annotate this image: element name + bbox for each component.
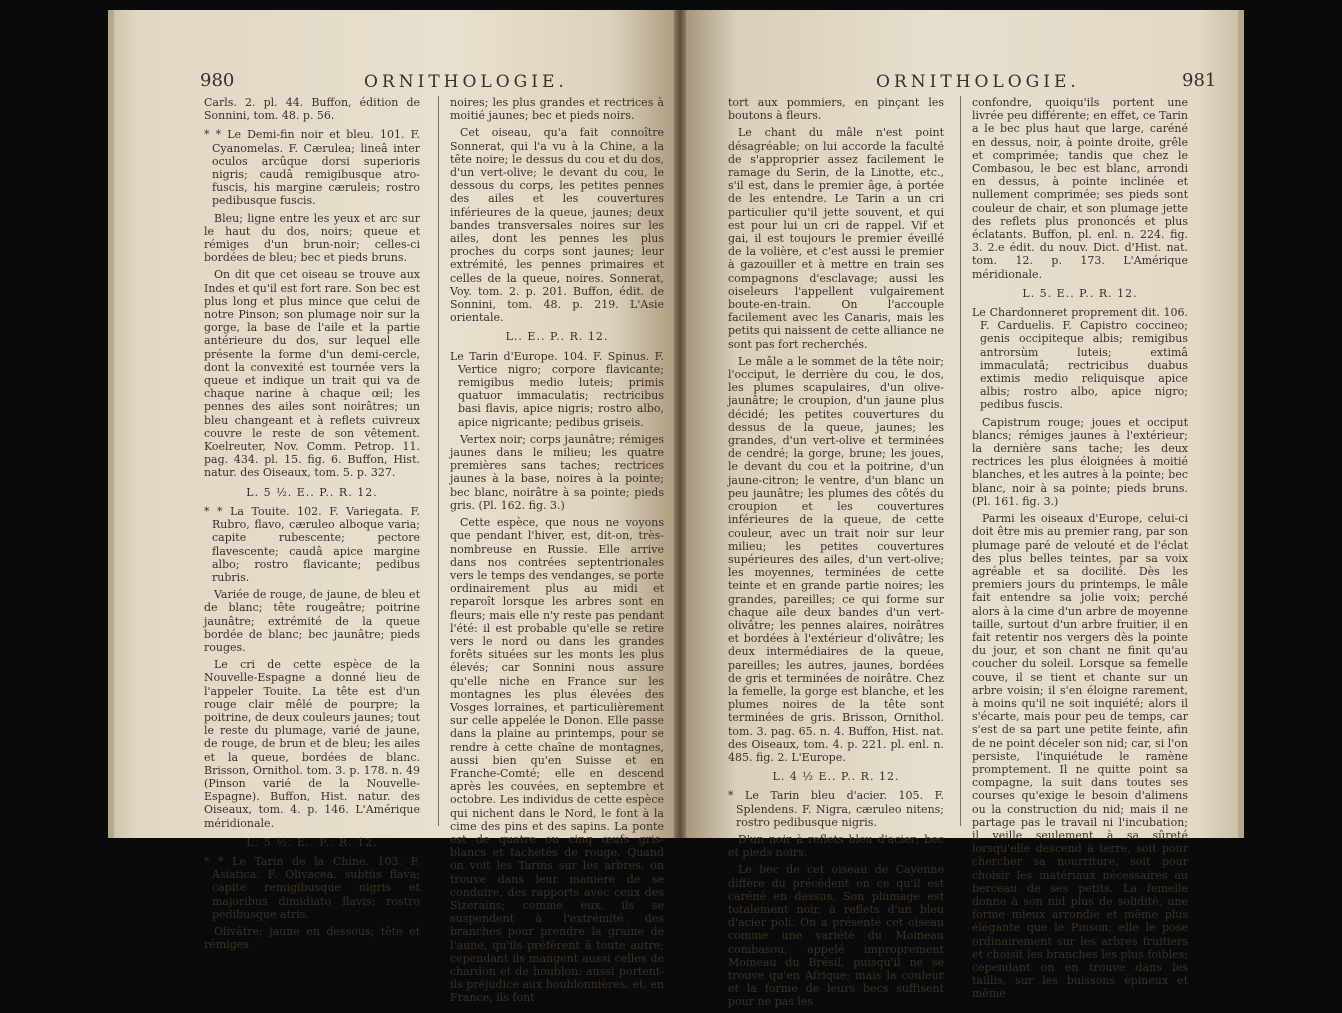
measurement-line: L. 4 ½ E.. P.. R. 12. (772, 770, 900, 784)
right-page (680, 10, 1244, 1009)
paragraph: Carls. 2. pl. 44. Buffon, édition de Sonnini, tom. 48. p. 56. (204, 96, 420, 123)
left-column-2 (450, 96, 664, 1009)
paragraph: Le bec de cet oiseau de Cayenne diffère du précédent en ce qu'il est caréné en dessus. Son plumage est totalement noir, à reflets d'un bleu d'acier poli. On a présenté cet oiseau comme une variété du Moineau combasou, appelé improprement Moineau du Brésil, puisqu'il ne se trouve qu'en Afrique; mais la couleur et la forme de leurs becs suffisent pour ne pas les (728, 863, 944, 1009)
species-heading: * * Le Tarin de la Chine. 103. F. Asiatica. F. Olivacea, subtùs flava; capite remigibusque nigris et majoribus dimidiato flavis; rostro pedibusque atris. (204, 854, 420, 921)
paragraph: tort aux pommiers, en pinçant les boutons à fleurs. (728, 96, 944, 123)
species-heading: * Le Tarin bleu d'acier. 105. F. Splendens. F. Nigra, cæruleo nitens; rostro pedibusque nigris. (728, 789, 944, 829)
right-column-1 (728, 96, 944, 1013)
species-heading: Le Tarin d'Europe. 104. F. Spinus. F. Vertice nigro; corpore flavicante; remigibus medio luteis; primis quatuor immaculatis; rectricibus basi flavis, apice nigris; rostro albo, apice nigricante; pedibus griseis. (450, 349, 664, 429)
paragraph: Le chant du mâle n'est point désagréable; on lui accorde la faculté de s'approprier assez facilement le ramage du Serin, de la Linotte, etc., s'il est, dans le premier âge, à portée de les entendre. Le Tarin a un cri particulier qu'il jette souvent, et qui est pour lui un cri de rappel. Vif et gai, il est toujours le premier éveillé de la volière, et c'est aussi le premier à gazouiller et à mettre en train ses compagnons d'esclavage; aussi les oiseleurs l'appellent vulgairement boute-en-train. On l'accouple facilement avec les Canaris, mais les petits qui naissent de cette alliance ne sont pas fort recherchés. (728, 126, 944, 351)
paragraph: Cet oiseau, qu'a fait connoître Sonnerat, qui l'a vu à la Chine, a la tête noire; le dessus du cou et du dos, d'un vert-olive; le devant du cou, le dessous du corps, les petites pennes des ailes et les couvertures inférieures de la queue, jaunes; deux bandes transversales noires sur les ailes, dont les pennes les plus proches du corps sont jaunes; leur extrémité, les pennes primaires et celles de la queue, noires. Sonnerat, Voy. tom. 2. p. 201. Buffon, édit. de Sonnini, tom. 48. p. 219. L'Asie orientale. (450, 126, 664, 325)
open-book (108, 10, 1244, 1009)
running-head: ORNITHOLOGIE. (364, 72, 568, 92)
right-column-2 (972, 96, 1188, 1005)
paragraph: confondre, quoiqu'ils portent une livrée peu différente; en effet, ce Tarin a le bec plus haut que large, caréné en dessus, noir, à pointe droite, grêle et comprimée; tandis que chez le Combasou, le bec est blanc, arrondi en dessus, à pointe inclinée et nullement comprimée; ses pieds sont couleur de chair, et son plumage jette des reflets plus prononcés et plus éclatants. Buffon, pl. enl. n. 224. fig. 3. 2.e édit. du nouv. Dict. d'Hist. nat. tom. 12. p. 173. L'Amérique méridionale. (972, 96, 1188, 281)
page-number: 981 (1182, 70, 1217, 91)
paragraph: Parmi les oiseaux d'Europe, celui-ci doit être mis au premier rang, par son plumage paré de velouté et de l'éclat des plus belles teintes, par sa voix agréable et sa docilité. Dès les premiers jours du printemps, le mâle fait entendre sa jolie voix; perché alors à la cime d'un arbre de moyenne taille, surtout d'un arbre fruitier, il en fait retentir nos vergers dès la pointe du jour, et son chant ne finit qu'au coucher du soleil. Lorsque sa femelle couve, il se tient et chante sur un arbre voisin; il s'en éloigne rarement, à moins qu'il ne soit inquiété; alors il s'écarte, mais pour peu de temps, car s'est de sa part une petite feinte, afin de ne point déceler son nid; car, si l'on persiste, l'inquiétude le ramène promptement. Il ne quitte point sa compagne, la suit dans toutes ses courses qu'exige le besoin d'alimens ou la construction du nid; mais il ne partage pas le travail ni l'incubation; il veille seulement à sa sûreté lorsqu'elle descend à terre, soit pour chercher sa nourriture, soit pour choisir les matériaux nécessaires au berceau de ses petits. La femelle donne à son nid plus de solidité, une forme mieux arrondie et même plus élégante que le Pinson; elle le pose ordinairement sur les arbres fruitiers et choisit les branches les plus foibles; cependant on en trouve dans les taillis, sur les buissons épineux et même (972, 512, 1188, 1001)
paragraph: Bleu; ligne entre les yeux et arc sur le haut du dos, noirs; queue et rémiges d'un brun-noir; celles-ci bordées de bleu; bec et pieds bruns. (204, 211, 420, 265)
paragraph: Le mâle a le sommet de la tête noir; l'occiput, le derrière du cou, le dos, les plumes scapulaires, d'un olive-jaunâtre; le croupion, d'un jaune plus décidé; les petites couvertures du dessus de la queue, jaunes; les grandes, d'un vert-olive et terminées de cendré; la gorge, brune; les joues, le devant du cou et la poitrine, d'un jaune-citron; le ventre, d'un blanc un peu jaunâtre; les plumes des côtés du croupion et les couvertures inférieures de la queue, de cette couleur, avec un trait noir sur leur milieu; les petites couvertures supérieures des ailes, d'un vert-olive; les moyennes, terminées de cette teinte et en grande partie noires; les grandes, pareilles; ce qui forme sur chaque aile deux bandes d'un vert-olivâtre; les pennes alaires, noirâtres et bordées à l'extérieur d'olivâtre; les deux intermédiaires de la queue, pareilles; les autres, jaunes, bordées de gris et terminées de noirâtre. Chez la femelle, la gorge est blanche, et les plumes noires de la tête sont terminées de gris. Brisson, Ornithol. tom. 3. pag. 65. n. 4. Buffon, Hist. nat. des Oiseaux, tom. 4. p. 221. pl. enl. n. 485. fig. 2. L'Europe. (728, 354, 944, 764)
column-rule (960, 96, 961, 826)
paragraph: Cette espèce, que nous ne voyons que pendant l'hiver, est, dit-on, très-nombreuse en Russie. Elle arrive dans nos contrées septentrionales vers le temps des vendanges, se porte ordinairement plus au midi et reparoît lorsque les arbres sont en fleurs; mais elle n'y reste pas pendant l'été: il est probable qu'elle se retire vers le nord ou dans les grandes forêts situées sur les monts les plus élevés; car Sonnini nous assure qu'elle niche en France sur les montagnes les plus élevées des Vosges lorraines, et particulièrement sur celle appelée le Donon. Elle passe dans la plaine au printemps, pour se rendre à cette chaîne de montagnes, aussi bien qu'en Suisse et en Franche-Comté; elle en descend après les couvées, en septembre et octobre. Les individus de cette espèce qui nichent dans le Nord, le font à la cime des pins et des sapins. La ponte est de quatre ou cinq œufs gris-blancs et tachetés de rouge. Quand on voit les Tarins sur les arbres, on trouve dans leur manière de se conduire, des rapports avec ceux des Sizerains; comme eux, ils se suspendent à l'extrémité des branches pour prendre la graine de l'aune, qu'ils préfèrent à toute autre; cependant ils mangent aussi celles de chardon et de houblon: aussi portent-ils préjudice aux houblonnières, et, en France, ils font (450, 516, 664, 1005)
page-edge (108, 10, 114, 838)
paragraph: Capistrum rouge; joues et occiput blancs; rémiges jaunes à l'extérieur; la dernière sans tache; les deux rectrices les plus éloignées à moitié blanches, et les autres à la pointe; bec blanc, noir à sa pointe; pieds bruns. (Pl. 161. fig. 3.) (972, 415, 1188, 508)
species-heading: * * La Touite. 102. F. Variegata. F. Rubro, flavo, cæruleo alboque varia; capite rubescente; pectore flavescente; caudâ apice margine albo; rostro flavicante; pedibus rubris. (204, 504, 420, 584)
paragraph: Olivâtre; jaune en dessous; tête et rémiges (204, 924, 420, 952)
paragraph: noires; les plus grandes et rectrices à moitié jaunes; bec et pieds noirs. (450, 96, 664, 123)
column-rule (438, 96, 439, 826)
paragraph: Le cri de cette espèce de la Nouvelle-Espagne a donné lieu de l'appeler Touite. La tête est d'un rouge clair mêlé de pourpre; la poitrine, de deux couleurs jaunes; tout le reste du plumage, varié de jaune, de rouge, de brun et de bleu; les ailes et la queue, bordées de blanc. Brisson, Ornithol. tom. 3. p. 178. n. 49 (Pinson varié de la Nouvelle-Espagne). Buffon, Hist. natur. des Oiseaux, tom. 4. p. 146. L'Amérique méridionale. (204, 658, 420, 830)
species-heading: Le Chardonneret proprement dit. 106. F. Carduelis. F. Capistro coccineo; genis occipiteque albis; remigibus antrorsùm luteis; extimâ immaculatâ; rectricibus duabus extimis medio reliquisque apice albis; rostro albo, apice nigro; pedibus fuscis. (972, 306, 1188, 412)
paragraph: On dit que cet oiseau se trouve aux Indes et qu'il est fort rare. Son bec est plus long et plus mince que celui de notre Pinson; son plumage noir sur la gorge, la base de l'aile et la partie antérieure du dos, sur lequel elle présente la forme d'un demi-cercle, dont la convexité est tournée vers la queue et indique un trait qui va de chaque narine à chaque œil; les pennes des ailes sont noirâtres; un bleu changeant et à reflets cuivreux couvre le reste de son vêtement. Koelreuter, Nov. Comm. Petrop. 11. pag. 434. pl. 15. fig. 6. Buffon, Hist. natur. des Oiseaux, tom. 5. p. 327. (204, 268, 420, 480)
measurement-line: L. 5. E.. P.. R. 12. (1022, 286, 1138, 300)
book-spine (674, 10, 686, 838)
page-edge (1238, 10, 1244, 838)
measurement-line: L. 5 ½. E.. P.. R. 12. (246, 485, 378, 499)
measurement-line: L. 5 ½. E.. P.. R. 12. (246, 835, 378, 849)
left-page (108, 10, 680, 1005)
left-column-1 (204, 96, 420, 955)
running-head: ORNITHOLOGIE. (876, 72, 1080, 92)
measurement-line: L.. E.. P.. R. 12. (505, 330, 609, 344)
paragraph: D'un noir à reflets bleu d'acier; bec et pieds noirs. (728, 832, 944, 860)
species-heading: * * Le Demi-fin noir et bleu. 101. F. Cyanomelas. F. Cærulea; lineâ inter oculos arcûque dorsi superioris nigris; caudâ remigibusque atro-fuscis, his margine cæruleis; rostro pedibusque fuscis. (204, 128, 420, 208)
paragraph: Vertex noir; corps jaunâtre; rémiges jaunes dans le milieu; les quatre premières sans taches; rectrices jaunes à la base, noires à la pointe; bec blanc, noirâtre à sa pointe; pieds gris. (Pl. 162. fig. 3.) (450, 432, 664, 512)
paragraph: Variée de rouge, de jaune, de bleu et de blanc; tête rougeâtre; poitrine jaunâtre; extrémité de la queue bordée de blanc; bec jaunâtre; pieds rouges. (204, 588, 420, 654)
page-number: 980 (200, 70, 235, 91)
